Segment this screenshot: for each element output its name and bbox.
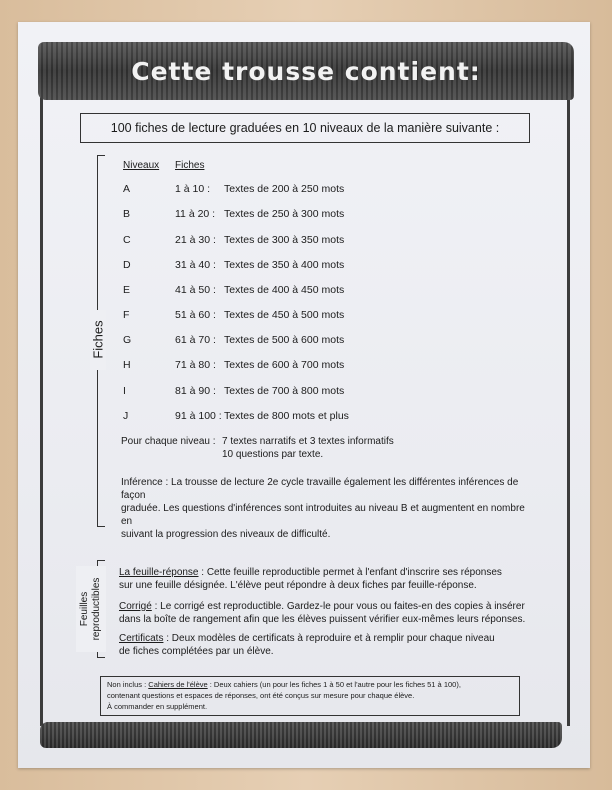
row-text: Textes de 800 mots et plus	[224, 410, 349, 422]
certificats-paragraph	[119, 632, 539, 658]
intro-box	[80, 113, 530, 143]
table-row	[0, 410, 612, 424]
row-level: C	[123, 234, 131, 246]
footer-prefix: Non inclus :	[107, 680, 149, 689]
corrige-paragraph	[119, 600, 539, 626]
row-text: Textes de 450 à 500 mots	[224, 309, 345, 321]
footer-line3: À commander en supplément.	[107, 702, 208, 711]
corrige-line1: : Le corrigé est reproductible. Gardez-le pour vous ou faites-en des copies à insérer	[151, 601, 525, 612]
feuilles-section-label	[79, 569, 105, 649]
row-level: I	[123, 385, 126, 397]
inference-line1: : La trousse de lecture 2e cycle travaille également les différentes inférences de façon	[121, 477, 519, 501]
footer-label: Cahiers de l'élève	[148, 680, 208, 689]
table-row	[0, 234, 612, 248]
row-level: A	[123, 183, 131, 195]
per-level-line2: 10 questions par texte.	[222, 449, 324, 460]
row-level: J	[123, 410, 129, 422]
inference-paragraph	[121, 476, 531, 541]
row-range: 71 à 80 :	[175, 359, 216, 371]
table-row	[0, 334, 612, 348]
row-text: Textes de 300 à 350 mots	[224, 234, 345, 246]
page-title: Cette trousse contient:	[131, 56, 481, 86]
footer-line1: : Deux cahiers (un pour les fiches 1 à 50 et l'autre pour les fiches 51 à 100),	[207, 680, 461, 689]
row-range: 41 à 50 :	[175, 284, 216, 296]
row-text: Textes de 500 à 600 mots	[224, 334, 345, 346]
row-level: E	[123, 284, 131, 296]
row-level: H	[123, 359, 131, 371]
table-row	[0, 385, 612, 399]
row-range: 21 à 30 :	[175, 234, 216, 246]
table-row	[0, 259, 612, 273]
inference-line2: graduée. Les questions d'inférences sont introduites au niveau B et augmentent en nombre en	[121, 503, 525, 527]
row-level: G	[123, 334, 132, 346]
inference-label: Inférence	[121, 477, 163, 488]
footer-line2: contenant questions et espaces de réponses, ont été conçus sur mesure pour chaque élève.	[107, 691, 415, 700]
row-text: Textes de 700 à 800 mots	[224, 385, 345, 397]
table-row	[0, 284, 612, 298]
intro-text: 100 fiches de lecture graduées en 10 niveaux de la manière suivante :	[110, 121, 500, 135]
feuille-reponse-paragraph	[119, 566, 539, 592]
row-range: 61 à 70 :	[175, 334, 216, 346]
per-level-label: Pour chaque niveau :	[121, 436, 216, 447]
row-level: B	[123, 208, 131, 220]
row-range: 81 à 90 :	[175, 385, 216, 397]
row-text: Textes de 200 à 250 mots	[224, 183, 345, 195]
title-banner	[38, 42, 574, 100]
row-range: 31 à 40 :	[175, 259, 216, 271]
col-head-levels: Niveaux	[123, 160, 160, 171]
row-level: D	[123, 259, 131, 271]
row-range: 51 à 60 :	[175, 309, 216, 321]
row-text: Textes de 600 à 700 mots	[224, 359, 345, 371]
not-included-box	[100, 676, 520, 716]
row-text: Textes de 250 à 300 mots	[224, 208, 345, 220]
feuille-reponse-line1: : Cette feuille reproductible permet à l'enfant d'inscrire ses réponses	[198, 567, 502, 578]
table-row	[0, 309, 612, 323]
certificats-line2: de fiches complétées par un élève.	[119, 646, 274, 657]
table-row	[0, 359, 612, 373]
feuilles-label-line1: Feuilles	[79, 591, 90, 627]
corrige-line2: dans la boîte de rangement afin que les élèves puissent vérifier eux-mêmes leurs réponses.	[119, 614, 526, 625]
fiches-section-label: Fiches	[90, 320, 106, 359]
certificats-label: Certificats	[119, 633, 164, 644]
feuilles-label-line2: reproductibles	[91, 577, 102, 641]
per-level-line1: 7 textes narratifs et 3 textes informatifs	[222, 436, 394, 447]
row-level: F	[123, 309, 130, 321]
table-row	[0, 208, 612, 222]
row-text: Textes de 350 à 400 mots	[224, 259, 345, 271]
row-text: Textes de 400 à 450 mots	[224, 284, 345, 296]
row-range: 1 à 10 :	[175, 183, 211, 195]
certificats-line1: : Deux modèles de certificats à reproduire et à remplir pour chaque niveau	[163, 633, 495, 644]
table-row	[0, 183, 612, 197]
row-range: 91 à 100 :	[175, 410, 222, 422]
bottom-border	[40, 722, 562, 748]
col-head-fiches: Fiches	[175, 160, 205, 171]
row-range: 11 à 20 :	[175, 208, 216, 220]
corrige-label: Corrigé	[119, 601, 152, 612]
feuille-reponse-line2: sur une feuille désignée. L'élève peut répondre à deux fiches par feuille-réponse.	[119, 580, 477, 591]
feuille-reponse-label: La feuille-réponse	[119, 567, 199, 578]
inference-line3: suivant la progression des niveaux de difficulté.	[121, 529, 331, 540]
